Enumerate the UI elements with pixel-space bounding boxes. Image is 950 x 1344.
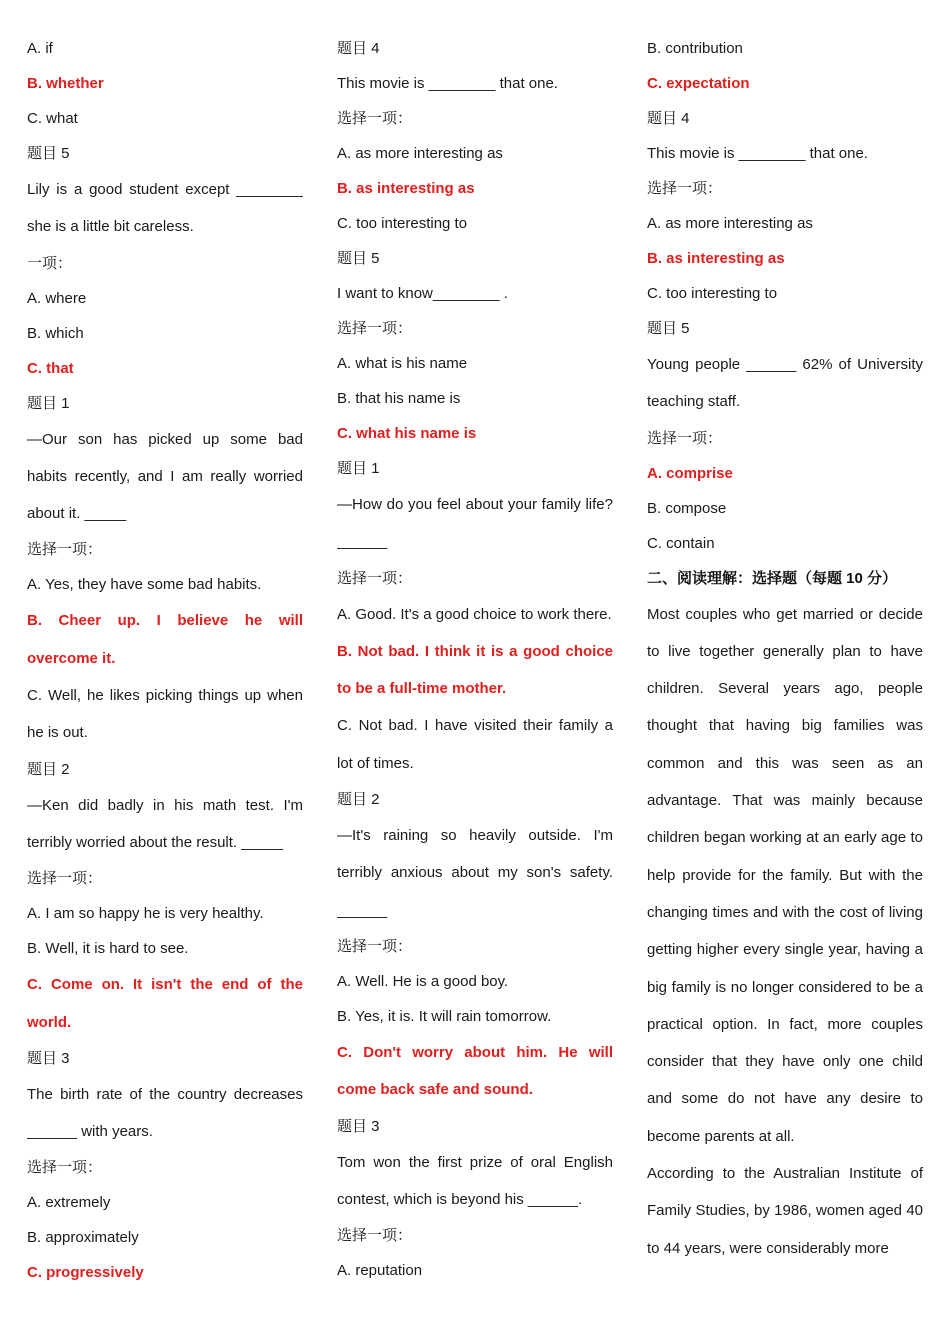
choice-prompt: 选择一项： <box>337 937 413 955</box>
answer-option: B. as interesting as <box>337 180 475 197</box>
question-text: —Ken did badly in his math test. I'm terribly worried about the result. _____ <box>27 796 303 851</box>
answer-option: B. as interesting as <box>647 250 785 267</box>
answer-option: B. Not bad. I think it is a good choice to be a full-time mother. <box>337 642 613 698</box>
option-text: This movie is ________ that one. <box>337 75 558 92</box>
answer-option: C. that <box>27 359 74 377</box>
question-number: 题目 5 <box>337 250 380 267</box>
answer-option: C. what his name is <box>337 425 477 442</box>
choice-prompt: 选择一项： <box>337 110 413 127</box>
question-text: A. Good. It's a good choice to work there. <box>337 605 612 623</box>
answer-option: C. expectation <box>647 75 750 92</box>
option-text: C. too interesting to <box>337 215 468 232</box>
option-text: A. if <box>27 40 53 57</box>
option-text: A. I am so happy he is very healthy. <box>27 905 264 923</box>
option-text: B. that his name is <box>337 390 461 407</box>
option-text: B. Yes, it is. It will rain tomorrow. <box>337 1007 552 1025</box>
question-number: 题目 3 <box>27 1049 70 1067</box>
choice-prompt: 选择一项： <box>27 870 103 888</box>
answer-option: C. Come on. It isn't the end of the world. <box>27 976 303 1031</box>
option-text: This movie is ________ that one. <box>647 145 868 162</box>
option-text: I want to know________ . <box>337 285 508 302</box>
column-right <box>647 31 923 1267</box>
answer-option: B. whether <box>27 75 104 92</box>
choice-prompt: 选择一项： <box>27 541 103 559</box>
question-text: —How do you feel about your family life? ______ <box>337 496 613 551</box>
option-text: A. as more interesting as <box>647 215 813 232</box>
question-text: The birth rate of the country decreases ______ with years. <box>27 1085 303 1141</box>
column-middle <box>337 31 613 1288</box>
question-number: 题目 1 <box>27 394 70 412</box>
option-text: B. compose <box>647 499 727 517</box>
choice-prompt: 选择一项： <box>647 429 723 447</box>
option-text: A. what is his name <box>337 355 468 372</box>
option-text: A. Well. He is a good boy. <box>337 972 509 990</box>
option-text: B. contribution <box>647 40 743 57</box>
question-text: Tom won the first prize of oral English contest, which is beyond his ______. <box>337 1153 613 1208</box>
option-text: A. as more interesting as <box>337 145 503 162</box>
question-number: 题目 4 <box>647 110 690 127</box>
choice-prompt: 选择一项： <box>337 569 413 587</box>
question-text: Lily is a good student except ________ she is a little bit careless. <box>27 181 303 236</box>
option-text: B. approximately <box>27 1229 139 1247</box>
question-number: 题目 2 <box>27 760 70 778</box>
option-text: C. too interesting to <box>647 285 778 302</box>
answer-option: A. comprise <box>647 464 733 482</box>
choice-prompt: 选择一项： <box>337 1227 413 1245</box>
option-text: A. reputation <box>337 1262 423 1280</box>
question-text: Young people ______ 62% of University teaching staff. <box>647 356 923 411</box>
question-text: —Our son has picked up some bad habits recently, and I am really worried about it. _____ <box>27 430 303 523</box>
question-number: 题目 5 <box>647 320 690 337</box>
option-text: A. Yes, they have some bad habits. <box>27 576 262 594</box>
question-text: C. Well, he likes picking things up when he is out. <box>27 687 303 742</box>
option-text: A. extremely <box>27 1194 111 1212</box>
section-heading: 二、阅读理解：选择题（每题 10 分） <box>647 569 898 587</box>
choice-prompt: 选择一项： <box>647 180 723 197</box>
option-text: A. where <box>27 289 87 307</box>
option-text: C. contain <box>647 534 715 552</box>
answer-option: C. progressively <box>27 1264 144 1282</box>
choice-prompt: 一项： <box>27 254 73 272</box>
question-number: 题目 4 <box>337 40 380 57</box>
answer-option: B. Cheer up. I believe he will overcome it. <box>27 612 303 667</box>
question-number: 题目 5 <box>27 145 70 162</box>
question-number: 题目 2 <box>337 791 380 809</box>
column-left <box>27 31 303 1290</box>
choice-prompt: 选择一项： <box>337 320 413 337</box>
option-text: B. which <box>27 324 84 342</box>
question-number: 题目 3 <box>337 1117 380 1135</box>
answer-option: C. Don't worry about him. He will come back safe and sound. <box>337 1043 613 1099</box>
question-text: C. Not bad. I have visited their family a lot of times. <box>337 717 613 772</box>
option-text: C. what <box>27 110 78 127</box>
choice-prompt: 选择一项： <box>27 1159 103 1177</box>
question-text: Most couples who get married or decide to live together generally plan to have children. Several years ago, people thought that having big families was common and this was seen as an advantage. That was mainly because children began working at an early age to help provide for the family. But with the changing times and with the cost of living getting higher every single year, having a big family is no longer considered to be a practical option. In fact, more couples consider that they have only one child and some do not have any desire to become parents at all. <box>647 605 923 1145</box>
option-text: B. Well, it is hard to see. <box>27 940 189 958</box>
question-number: 题目 1 <box>337 460 380 477</box>
question-text: According to the Australian Institute of Family Studies, by 1986, women aged 40 to 44 years, were considerably more <box>647 1165 923 1257</box>
question-text: —It's raining so heavily outside. I'm terribly anxious about my son's safety. ______ <box>337 827 613 919</box>
